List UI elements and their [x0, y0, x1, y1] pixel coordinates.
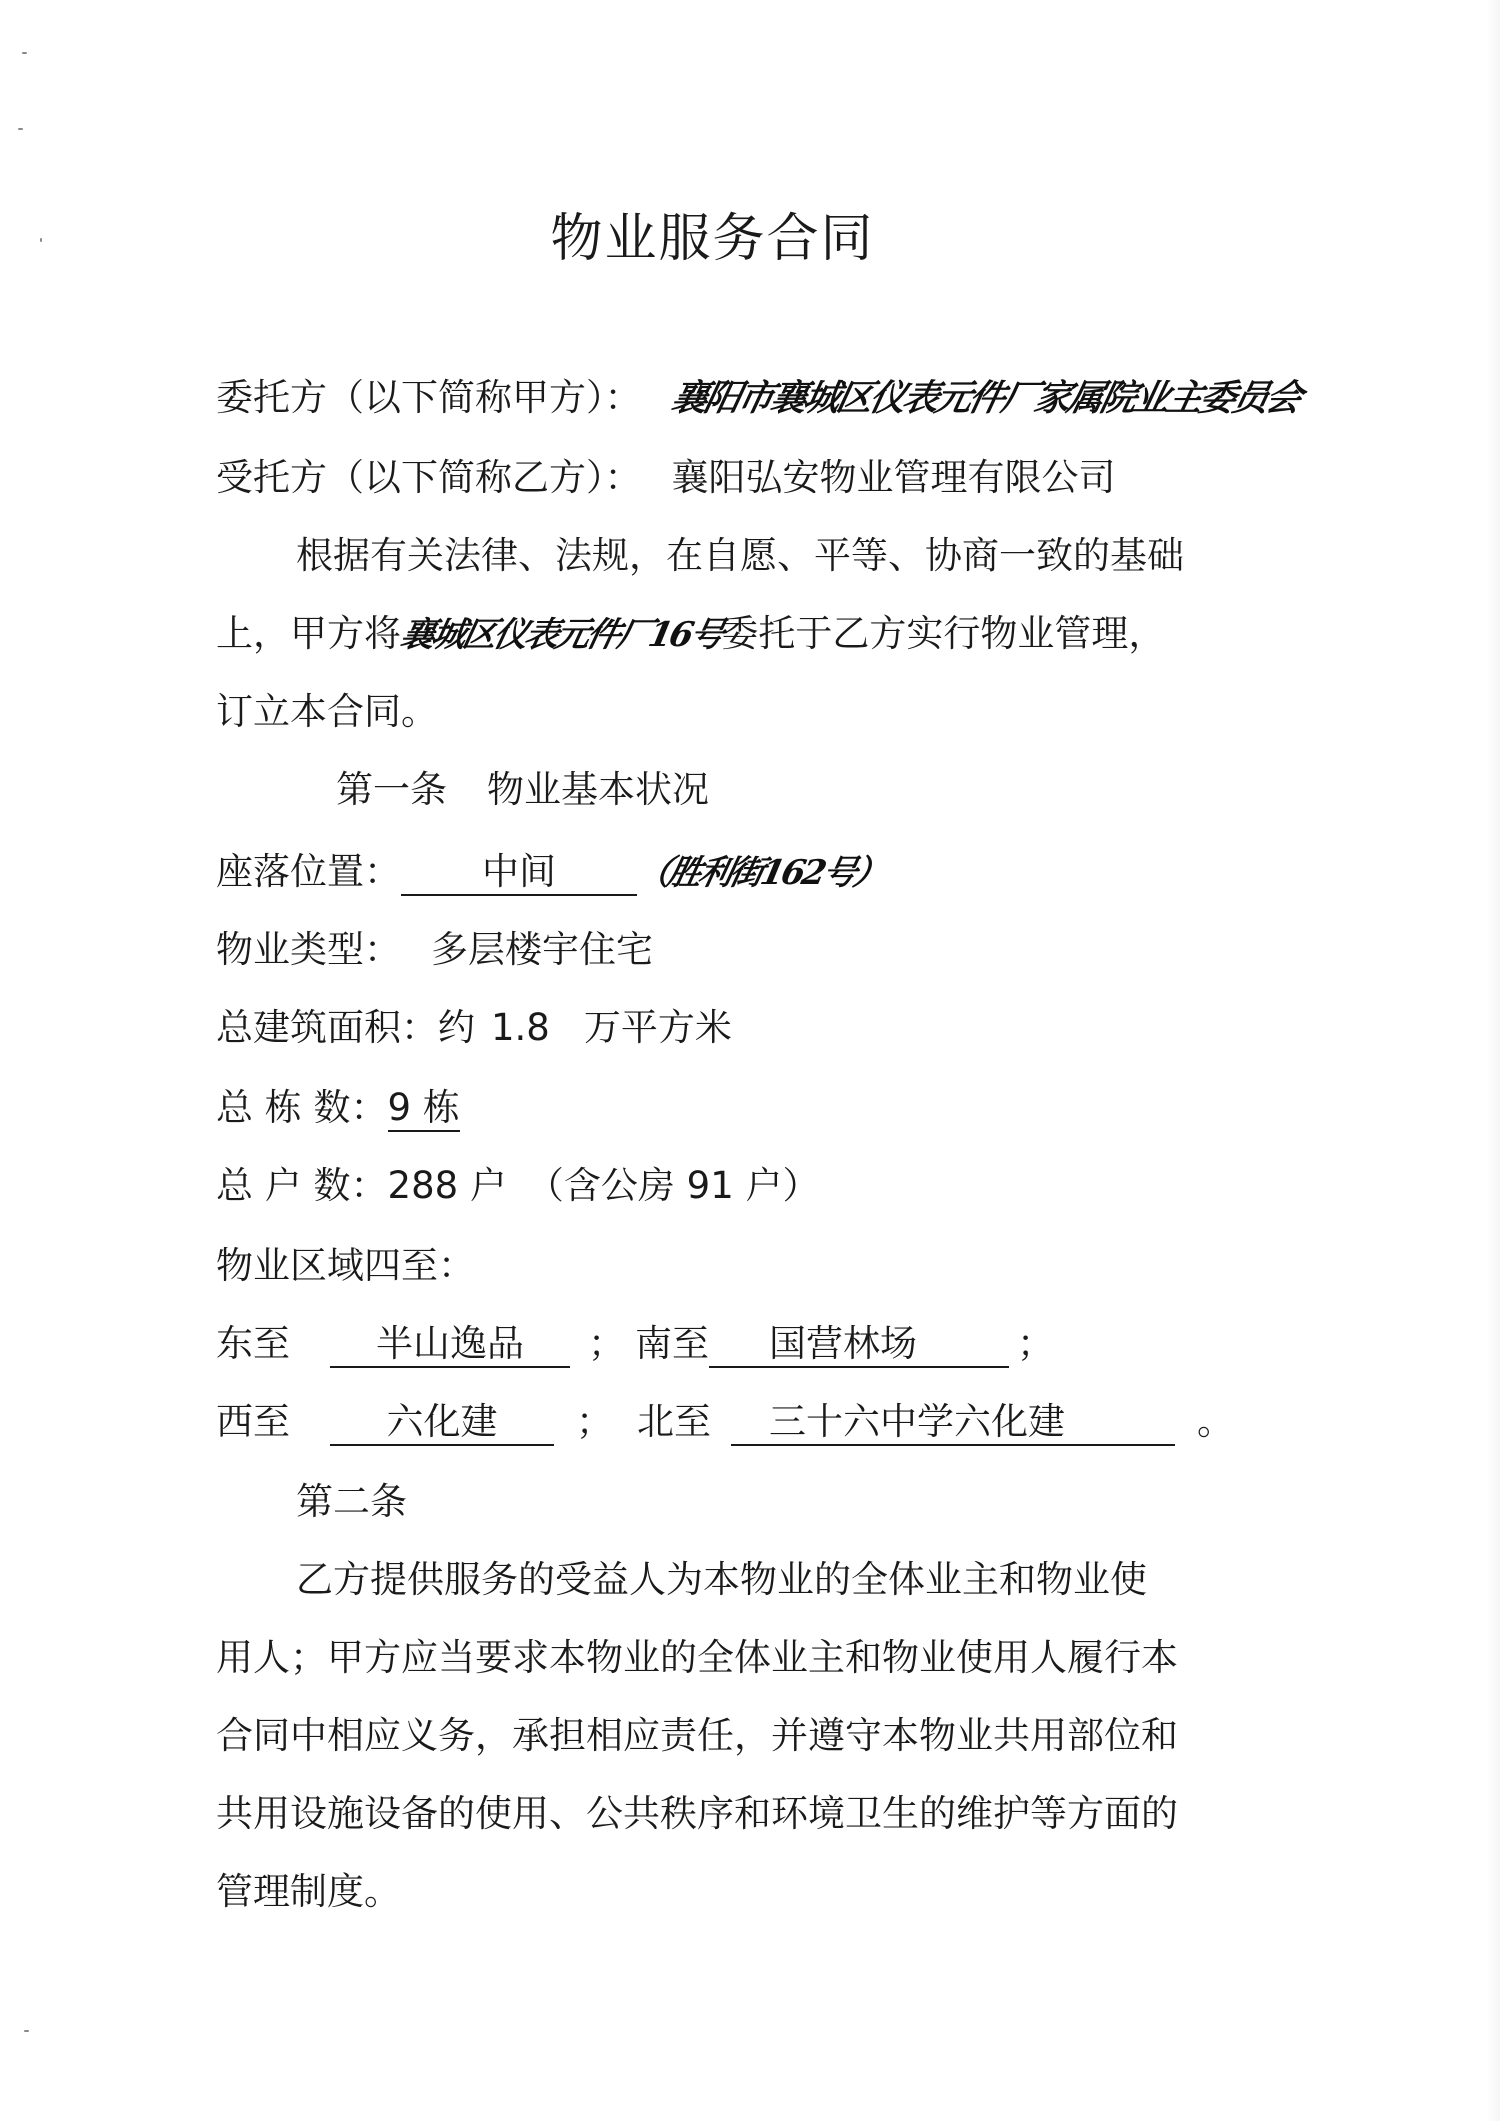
household-count-note: （含公房 91 户） — [526, 1164, 820, 1207]
household-count-label: 总 户 数： — [216, 1164, 388, 1207]
building-count-value: 9 栋 — [388, 1086, 460, 1132]
article-1-title: 物业基本状况 — [487, 768, 709, 811]
intro-handwritten-property: 襄城区仪表元件厂16号 — [396, 615, 726, 655]
article-2-line-5 — [216, 1866, 401, 1918]
intro-text-3: 订立本合同。 — [216, 690, 438, 733]
west-north-line — [216, 1396, 1234, 1448]
total-area-unit: 万平方米 — [583, 1006, 732, 1049]
location-line — [216, 846, 890, 899]
property-type-label: 物业类型： — [216, 928, 401, 971]
south-label: 南至 — [635, 1322, 709, 1365]
article-2-line-4 — [216, 1788, 1178, 1840]
page-title: 物业服务合同 — [550, 209, 875, 269]
location-handwritten: （胜利街162号） — [632, 853, 890, 893]
east-label: 东至 — [216, 1322, 290, 1365]
building-count-label: 总 栋 数： — [216, 1086, 388, 1129]
intro-text-2-start: 上，甲方将 — [216, 612, 401, 655]
west-label: 西至 — [216, 1400, 290, 1443]
party-a-handwritten-value: 襄阳市襄城区仪表元件厂家属院业主委员会 — [667, 377, 1303, 419]
party-b-label: 受托方（以下简称乙方）： — [216, 456, 642, 499]
east-value: 半山逸品 — [330, 1322, 570, 1368]
location-value: 中间 — [401, 850, 637, 896]
boundary-label: 物业区域四至： — [216, 1244, 475, 1287]
party-b-line — [216, 452, 1116, 504]
scan-edge-shadow — [1486, 0, 1500, 2121]
household-count-line — [216, 1160, 820, 1212]
article-2-line-2 — [216, 1632, 1178, 1684]
total-area-line — [216, 1002, 732, 1054]
article-1-number: 第一条 — [336, 768, 447, 811]
total-area-value: 1.8 — [491, 1006, 550, 1049]
location-label: 座落位置： — [216, 850, 401, 893]
household-count-value: 288 户 — [387, 1164, 507, 1207]
boundary-line — [216, 1240, 475, 1292]
south-value: 国营林场 — [709, 1322, 1009, 1368]
intro-text-1: 根据有关法律、法规，在自愿、平等、协商一致的基础 — [296, 534, 1184, 577]
north-label: 北至 — [637, 1400, 711, 1443]
boundary-end-mark: 。 — [1197, 1400, 1234, 1443]
scan-speck — [24, 2030, 29, 2032]
scan-speck — [18, 128, 23, 130]
intro-line-1 — [296, 530, 1184, 582]
total-area-label: 总建筑面积：约 — [216, 1006, 475, 1049]
property-type-line — [216, 924, 653, 976]
south-separator: ； — [1017, 1322, 1054, 1365]
article-2-number: 第二条 — [296, 1480, 407, 1523]
intro-text-2-end: 委托于乙方实行物业管理， — [721, 612, 1166, 655]
east-separator: ； — [588, 1322, 625, 1365]
property-type-value: 多层楼宇住宅 — [431, 928, 653, 971]
north-value: 三十六中学六化建 — [731, 1400, 1175, 1446]
intro-line-3 — [216, 686, 438, 738]
west-value: 六化建 — [330, 1400, 554, 1446]
scan-speck — [22, 52, 27, 54]
intro-line-2 — [216, 608, 1165, 661]
article-2-heading — [296, 1476, 407, 1528]
west-separator: ； — [576, 1400, 613, 1443]
party-b-value: 襄阳弘安物业管理有限公司 — [671, 456, 1116, 499]
party-a-label: 委托方（以下简称甲方）： — [216, 376, 642, 419]
article-2-line-1 — [296, 1554, 1147, 1606]
article-2-text-1: 乙方提供服务的受益人为本物业的全体业主和物业使 — [296, 1558, 1147, 1601]
article-1-heading — [336, 764, 709, 816]
building-count-line — [216, 1082, 460, 1134]
article-2-text-2: 用人；甲方应当要求本物业的全体业主和物业使用人履行本 — [216, 1636, 1178, 1679]
article-2-text-4: 共用设施设备的使用、公共秩序和环境卫生的维护等方面的 — [216, 1792, 1178, 1835]
article-2-text-3: 合同中相应义务，承担相应责任，并遵守本物业共用部位和 — [216, 1714, 1178, 1757]
article-2-line-3 — [216, 1710, 1178, 1762]
article-2-text-5: 管理制度。 — [216, 1870, 401, 1913]
party-a-line — [216, 372, 1303, 424]
east-south-line — [216, 1318, 1054, 1370]
